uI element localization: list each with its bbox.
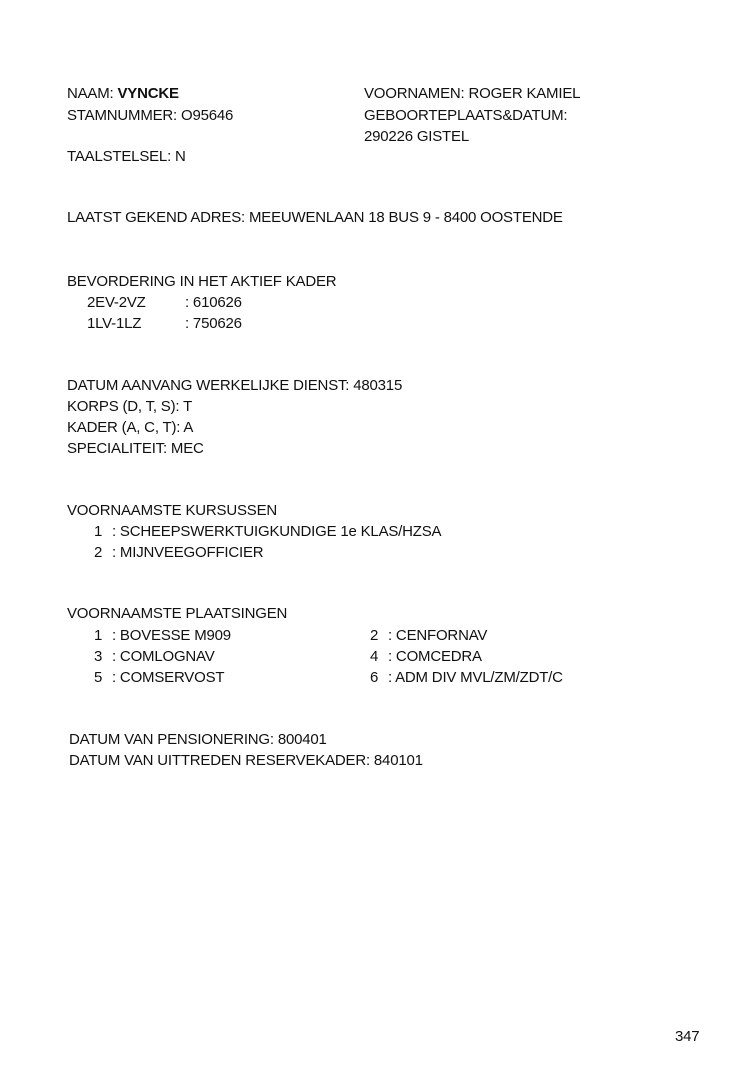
plaatsing-item (370, 626, 487, 645)
kursus-item (94, 543, 263, 562)
bevordering-value: : 750626 (185, 315, 242, 332)
plaatsing-item (370, 668, 563, 687)
voornamen: VOORNAMEN: ROGER KAMIEL (364, 85, 581, 102)
plaatsing-text: : COMCEDRA (388, 648, 482, 665)
kursussen-title: VOORNAAMSTE KURSUSSEN (67, 502, 278, 519)
adres: LAATST GEKEND ADRES: MEEUWENLAAN 18 BUS 9 - 8400 OOSTENDE (67, 209, 563, 226)
bevordering-code: 2EV-2VZ (87, 294, 146, 311)
geboorte-value: 290226 GISTEL (364, 128, 469, 145)
plaatsing-num: 5 (94, 669, 103, 686)
kursus-text: : SCHEEPSWERKTUIGKUNDIGE 1e KLAS/HZSA (112, 523, 442, 540)
bevordering-item (87, 314, 242, 333)
page-number: 347 (675, 1028, 700, 1045)
plaatsing-num: 6 (370, 669, 379, 686)
bevordering-title: BEVORDERING IN HET AKTIEF KADER (67, 273, 337, 290)
plaatsing-text: : CENFORNAV (388, 627, 488, 644)
kursus-num: 2 (94, 544, 103, 561)
geboorte-label: GEBOORTEPLAATS&DATUM: (364, 107, 568, 124)
plaatsing-item (94, 647, 215, 666)
specialiteit: SPECIALITEIT: MEC (67, 440, 204, 457)
plaatsing-text: : ADM DIV MVL/ZM/ZDT/C (388, 669, 563, 686)
pensionering: DATUM VAN PENSIONERING: 800401 (69, 731, 327, 748)
plaatsingen-title: VOORNAAMSTE PLAATSINGEN (67, 605, 288, 622)
naam-value: VYNCKE (117, 85, 179, 102)
plaatsing-text: : COMLOGNAV (112, 648, 215, 665)
plaatsing-item (94, 626, 231, 645)
kursus-item (94, 522, 441, 541)
naam-label: NAAM: (67, 85, 114, 102)
korps: KORPS (D, T, S): T (67, 398, 193, 415)
kader: KADER (A, C, T): A (67, 419, 194, 436)
kursus-text: : MIJNVEEGOFFICIER (112, 544, 264, 561)
plaatsing-text: : BOVESSE M909 (112, 627, 231, 644)
uittreden-reservekader: DATUM VAN UITTREDEN RESERVEKADER: 840101 (69, 752, 423, 769)
stamnummer: STAMNUMMER: O95646 (67, 107, 234, 124)
plaatsing-text: : COMSERVOST (112, 669, 225, 686)
plaatsing-num: 2 (370, 627, 379, 644)
aanvang-dienst: DATUM AANVANG WERKELIJKE DIENST: 480315 (67, 377, 403, 394)
bevordering-value: : 610626 (185, 294, 242, 311)
plaatsing-item (94, 668, 224, 687)
bevordering-item (87, 293, 242, 312)
naam-line (67, 84, 179, 103)
taalstelsel: TAALSTELSEL: N (67, 148, 186, 165)
plaatsing-item (370, 647, 482, 666)
kursus-num: 1 (94, 523, 103, 540)
bevordering-code: 1LV-1LZ (87, 315, 142, 332)
plaatsing-num: 4 (370, 648, 379, 665)
plaatsing-num: 3 (94, 648, 103, 665)
plaatsing-num: 1 (94, 627, 103, 644)
